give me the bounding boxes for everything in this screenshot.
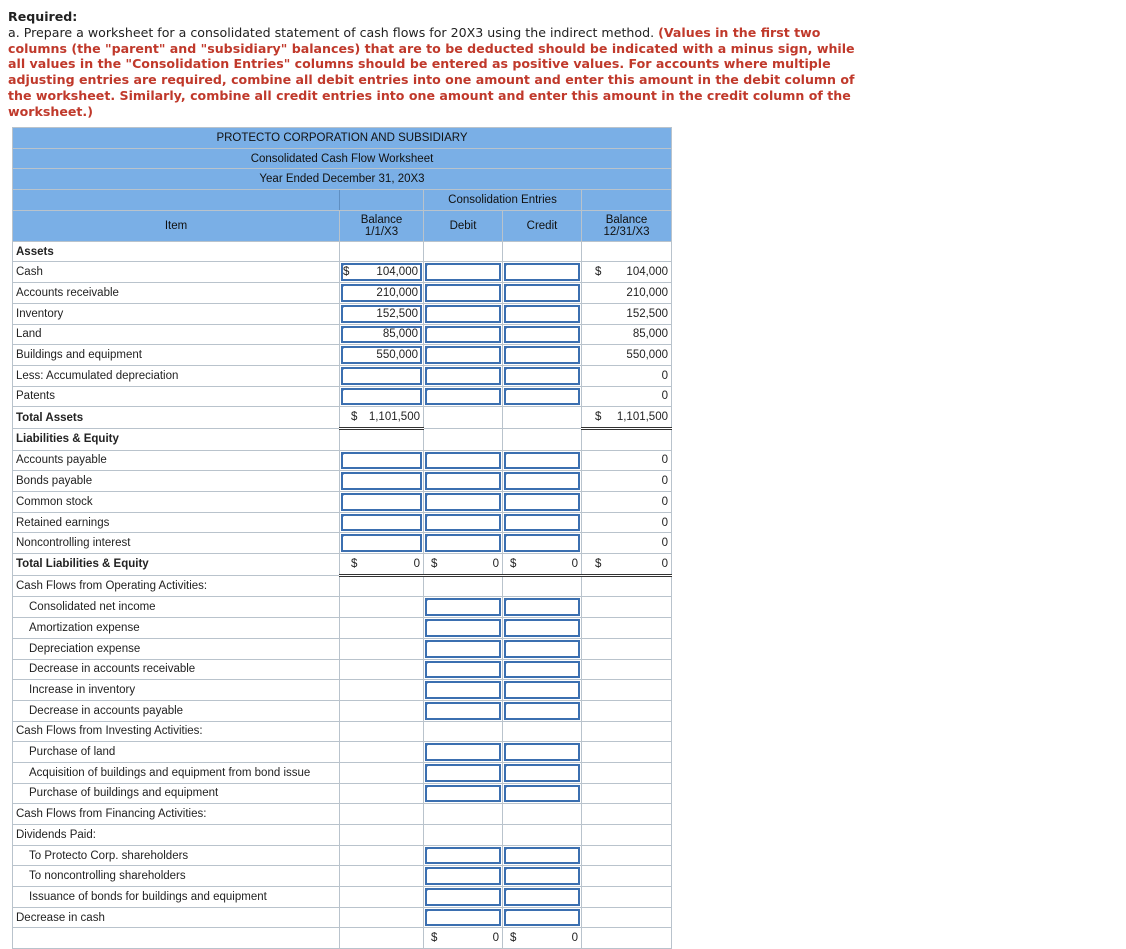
- table-row: [13, 742, 672, 763]
- row-label: Issuance of bonds for buildings and equipment: [13, 887, 340, 908]
- table-row: [13, 324, 672, 345]
- net-income-credit-input[interactable]: [503, 597, 582, 618]
- section-operating: Cash Flows from Operating Activities:: [13, 575, 340, 597]
- section-liabilities-equity: Liabilities & Equity: [13, 428, 340, 450]
- retained-begin-input[interactable]: [340, 512, 424, 533]
- common-debit-input[interactable]: [424, 492, 503, 513]
- net-income-debit-input[interactable]: [424, 597, 503, 618]
- table-row: [13, 680, 672, 701]
- instructions-note: (Values in the first two columns (the "parent" and "subsidiary" balances) that are to be deducted should be indicated with a minus sign, while all values in the "Consolidation Entries" columns should be entered as positive values. For accounts where multiple adjusting entries are required, combine all debit entries into one amount and enter this amount in the debit column of the worksheet. Similarly, combine all credit entries into one amount and enter this amount in the credit column of the worksheet.): [8, 24, 855, 119]
- required-label: Required:: [8, 9, 78, 24]
- row-label: To Protecto Corp. shareholders: [13, 845, 340, 866]
- dec-ap-credit-input[interactable]: [503, 700, 582, 721]
- buildings-begin-input[interactable]: 550,000: [340, 345, 424, 366]
- ar-end: 210,000: [582, 283, 672, 304]
- accum-dep-begin-input[interactable]: [340, 365, 424, 386]
- instructions-lead: a. Prepare a worksheet for a consolidated statement of cash flows for 20X3 using the indirect method.: [8, 24, 655, 40]
- inventory-end: 152,500: [582, 303, 672, 324]
- common-begin-input[interactable]: [340, 492, 424, 513]
- row-label: Acquisition of buildings and equipment from bond issue: [13, 762, 340, 783]
- row-label: Purchase of buildings and equipment: [13, 783, 340, 804]
- accum-dep-credit-input[interactable]: [503, 365, 582, 386]
- total-le-debit: $ 0: [424, 554, 503, 576]
- ap-credit-input[interactable]: [503, 450, 582, 471]
- common-credit-input[interactable]: [503, 492, 582, 513]
- total-le-begin: $ 0: [340, 554, 424, 576]
- ar-credit-input[interactable]: [503, 283, 582, 304]
- table-row: [13, 241, 672, 262]
- div-nci-credit-input[interactable]: [503, 866, 582, 887]
- land-credit-input[interactable]: [503, 324, 582, 345]
- table-row: [13, 845, 672, 866]
- buildings-end: 550,000: [582, 345, 672, 366]
- dec-ap-debit-input[interactable]: [424, 700, 503, 721]
- table-row: [13, 386, 672, 407]
- table-row: [13, 825, 672, 846]
- item-header: Item: [13, 210, 340, 241]
- debit-header: Debit: [424, 210, 503, 241]
- balance-start-header: Balance 1/1/X3: [340, 210, 424, 241]
- table-row: [13, 597, 672, 618]
- row-label: Decrease in accounts payable: [13, 700, 340, 721]
- table-row: [13, 365, 672, 386]
- cash-begin-input[interactable]: $ 104,000: [340, 262, 424, 283]
- row-label: Purchase of land: [13, 742, 340, 763]
- cash-flow-worksheet: [12, 127, 672, 949]
- row-label: Accounts receivable: [13, 283, 340, 304]
- table-row: [13, 450, 672, 471]
- buildings-debit-input[interactable]: [424, 345, 503, 366]
- table-row: [13, 783, 672, 804]
- total-assets-end: $ 1,101,500: [582, 407, 672, 429]
- table-row: [13, 492, 672, 513]
- section-financing: Cash Flows from Financing Activities:: [13, 804, 340, 825]
- row-label: To noncontrolling shareholders: [13, 866, 340, 887]
- retained-end: 0: [582, 512, 672, 533]
- row-label: Land: [13, 324, 340, 345]
- inc-inv-credit-input[interactable]: [503, 680, 582, 701]
- instructions: [8, 9, 868, 120]
- cash-debit-input[interactable]: [424, 262, 503, 283]
- div-parent-credit-input[interactable]: [503, 845, 582, 866]
- div-parent-debit-input[interactable]: [424, 845, 503, 866]
- table-row: [13, 283, 672, 304]
- row-label: Bonds payable: [13, 471, 340, 492]
- table-row: [13, 428, 672, 450]
- cash-end: $ 104,000: [582, 262, 672, 283]
- bonds-debit-input[interactable]: [424, 471, 503, 492]
- row-label: Dividends Paid:: [13, 825, 340, 846]
- retained-debit-input[interactable]: [424, 512, 503, 533]
- row-label: Decrease in accounts receivable: [13, 659, 340, 680]
- bonds-begin-input[interactable]: [340, 471, 424, 492]
- balance-end-header: Balance 12/31/X3: [582, 210, 672, 241]
- table-row: [13, 866, 672, 887]
- row-label: Common stock: [13, 492, 340, 513]
- purch-land-debit-input[interactable]: [424, 742, 503, 763]
- table-row: [13, 554, 672, 576]
- acq-bldg-debit-input[interactable]: [424, 762, 503, 783]
- table-row: [13, 887, 672, 908]
- row-label: Total Liabilities & Equity: [13, 554, 340, 576]
- table-row: [13, 512, 672, 533]
- table-row: [13, 407, 672, 429]
- retained-credit-input[interactable]: [503, 512, 582, 533]
- dec-ar-debit-input[interactable]: [424, 659, 503, 680]
- table-row: [13, 804, 672, 825]
- common-end: 0: [582, 492, 672, 513]
- nci-credit-input[interactable]: [503, 533, 582, 554]
- table-row: [13, 575, 672, 597]
- total-le-end: $ 0: [582, 554, 672, 576]
- depr-debit-input[interactable]: [424, 638, 503, 659]
- table-row: [13, 638, 672, 659]
- issue-bonds-debit-input[interactable]: [424, 887, 503, 908]
- nci-begin-input[interactable]: [340, 533, 424, 554]
- row-label: Inventory: [13, 303, 340, 324]
- ar-begin-input[interactable]: 210,000: [340, 283, 424, 304]
- patents-debit-input[interactable]: [424, 386, 503, 407]
- ar-debit-input[interactable]: [424, 283, 503, 304]
- land-begin-input[interactable]: 85,000: [340, 324, 424, 345]
- table-row: [13, 659, 672, 680]
- section-investing: Cash Flows from Investing Activities:: [13, 721, 340, 742]
- ap-debit-input[interactable]: [424, 450, 503, 471]
- inventory-credit-input[interactable]: [503, 303, 582, 324]
- purch-land-credit-input[interactable]: [503, 742, 582, 763]
- patents-begin-input[interactable]: [340, 386, 424, 407]
- row-label: Buildings and equipment: [13, 345, 340, 366]
- table-row: [13, 762, 672, 783]
- div-nci-debit-input[interactable]: [424, 866, 503, 887]
- row-label: Retained earnings: [13, 512, 340, 533]
- nci-end: 0: [582, 533, 672, 554]
- table-row: [13, 345, 672, 366]
- worksheet-period: Year Ended December 31, 20X3: [13, 169, 672, 190]
- inventory-begin-input[interactable]: 152,500: [340, 303, 424, 324]
- ap-end: 0: [582, 450, 672, 471]
- bonds-credit-input[interactable]: [503, 471, 582, 492]
- land-debit-input[interactable]: [424, 324, 503, 345]
- inventory-debit-input[interactable]: [424, 303, 503, 324]
- final-credit-total: $ 0: [503, 928, 582, 949]
- table-row: [13, 700, 672, 721]
- accum-dep-end: 0: [582, 365, 672, 386]
- table-row: [13, 928, 672, 949]
- amort-debit-input[interactable]: [424, 618, 503, 639]
- acq-bldg-credit-input[interactable]: [503, 762, 582, 783]
- row-label: Increase in inventory: [13, 680, 340, 701]
- table-row: [13, 721, 672, 742]
- consolidation-entries-header: Consolidation Entries: [424, 190, 582, 211]
- table-row: [13, 618, 672, 639]
- depr-credit-input[interactable]: [503, 638, 582, 659]
- row-label: Less: Accumulated depreciation: [13, 365, 340, 386]
- dec-ar-credit-input[interactable]: [503, 659, 582, 680]
- patents-credit-input[interactable]: [503, 386, 582, 407]
- total-le-credit: $ 0: [503, 554, 582, 576]
- inc-inv-debit-input[interactable]: [424, 680, 503, 701]
- table-row: [13, 262, 672, 283]
- accum-dep-debit-input[interactable]: [424, 365, 503, 386]
- purch-bldg-debit-input[interactable]: [424, 783, 503, 804]
- table-row: [13, 303, 672, 324]
- dec-cash-debit-input[interactable]: [424, 907, 503, 928]
- table-row: [13, 471, 672, 492]
- table-row: [13, 907, 672, 928]
- land-end: 85,000: [582, 324, 672, 345]
- row-label: Total Assets: [13, 407, 340, 429]
- row-label: Cash: [13, 262, 340, 283]
- row-label: Decrease in cash: [13, 907, 340, 928]
- table-row: [13, 533, 672, 554]
- row-label: Patents: [13, 386, 340, 407]
- total-assets-begin: $ 1,101,500: [340, 407, 424, 429]
- worksheet-title: Consolidated Cash Flow Worksheet: [13, 148, 672, 169]
- amort-credit-input[interactable]: [503, 618, 582, 639]
- row-label: Noncontrolling interest: [13, 533, 340, 554]
- cash-credit-input[interactable]: [503, 262, 582, 283]
- credit-header: Credit: [503, 210, 582, 241]
- patents-end: 0: [582, 386, 672, 407]
- issue-bonds-credit-input[interactable]: [503, 887, 582, 908]
- purch-bldg-credit-input[interactable]: [503, 783, 582, 804]
- row-label: Amortization expense: [13, 618, 340, 639]
- final-debit-total: $ 0: [424, 928, 503, 949]
- row-label: Depreciation expense: [13, 638, 340, 659]
- company-name: PROTECTO CORPORATION AND SUBSIDIARY: [13, 128, 672, 149]
- section-assets: Assets: [13, 241, 340, 262]
- buildings-credit-input[interactable]: [503, 345, 582, 366]
- row-label: Consolidated net income: [13, 597, 340, 618]
- bonds-end: 0: [582, 471, 672, 492]
- dec-cash-credit-input[interactable]: [503, 907, 582, 928]
- nci-debit-input[interactable]: [424, 533, 503, 554]
- ap-begin-input[interactable]: [340, 450, 424, 471]
- row-label: Accounts payable: [13, 450, 340, 471]
